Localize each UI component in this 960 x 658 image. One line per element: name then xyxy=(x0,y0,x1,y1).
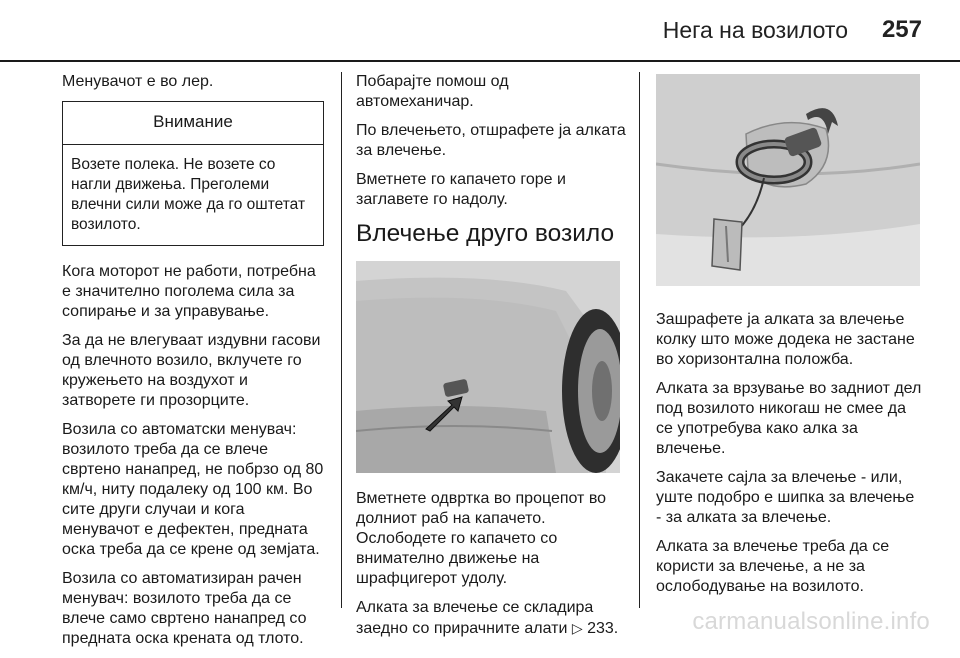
paragraph: По влечењето, отшрафете ја алката за влечење. xyxy=(356,122,626,159)
paragraph: Алката за врзување во задниот дел под возилото никогаш не смее да се употребува како алка за влечење. xyxy=(656,380,922,457)
paragraph: Вметнете го капачето горе и заглавете го надолу. xyxy=(356,171,566,208)
intro-text: Менувачот е во лер. xyxy=(62,73,214,90)
column-divider xyxy=(639,72,640,608)
cross-reference xyxy=(356,598,626,639)
paragraph: Закачете сајла за влечење - или, уште подобро е шипка за влечење - за алката за влечење. xyxy=(656,469,915,526)
paragraph: Побарајте помош од автомеханичар. xyxy=(356,73,509,110)
paragraph: Кога моторот не работи, потребна е значително поголема сила за сопирање и за управување. xyxy=(62,263,316,320)
arrow-right-icon: ▷ xyxy=(571,620,583,636)
column-divider xyxy=(341,72,342,608)
warning-box xyxy=(62,101,324,246)
column-2 xyxy=(356,72,626,648)
paragraph: Алката за влечење треба да се користи за влечење, а не за ослободување на возилото. xyxy=(656,538,890,595)
xref-page[interactable]: 233. xyxy=(587,620,619,637)
car-rear-bumper-illustration xyxy=(356,261,620,473)
section-heading: Влечење друго возило xyxy=(356,220,615,247)
paragraph: Вметнете одвртка во процепот во долниот раб на капачето. Ослободете го капачето со внимателно движење на шрафцигерот удолу. xyxy=(356,490,607,587)
paragraph: Зашрафете ја алката за влечење колку што може додека не застане во хоризонтална положба. xyxy=(656,311,915,368)
warning-text: Возете полека. Не возете со нагли движења. Преголеми влечни сили може да го оштетат возилото. xyxy=(71,156,306,233)
page-header xyxy=(0,0,960,62)
xref-text: Алката за влечење се складира заедно со прирачните алати xyxy=(356,599,594,637)
paragraph: Возила со автоматски менувач: возилото треба да се влече свртено нанапред, не побрзо од 80 км/ч, нитy подалеку од 100 км. Во сите други случаи и кога менувачот е дефектен, предната оска треба да се крене од земјата. xyxy=(62,421,324,558)
header-title: Нега на возилото xyxy=(662,17,848,43)
towing-eye-installation-illustration xyxy=(656,74,920,286)
header-rule xyxy=(0,60,960,62)
column-3 xyxy=(656,72,924,606)
watermark: carmanualsonline.info xyxy=(692,608,930,635)
paragraph: Возила со автоматизиран рачен менувач: возилото треба да се влече само свртено нанапред со предната оска кренатa од тлото. xyxy=(62,570,307,647)
column-1 xyxy=(62,72,324,658)
warning-title: Внимание xyxy=(63,102,323,145)
paragraph: За да не влегуваат издувни гасови од влечното возило, вклучете го кружењето на воздухот и затворете ги прозорците. xyxy=(62,332,321,409)
page-number: 257 xyxy=(881,16,922,43)
